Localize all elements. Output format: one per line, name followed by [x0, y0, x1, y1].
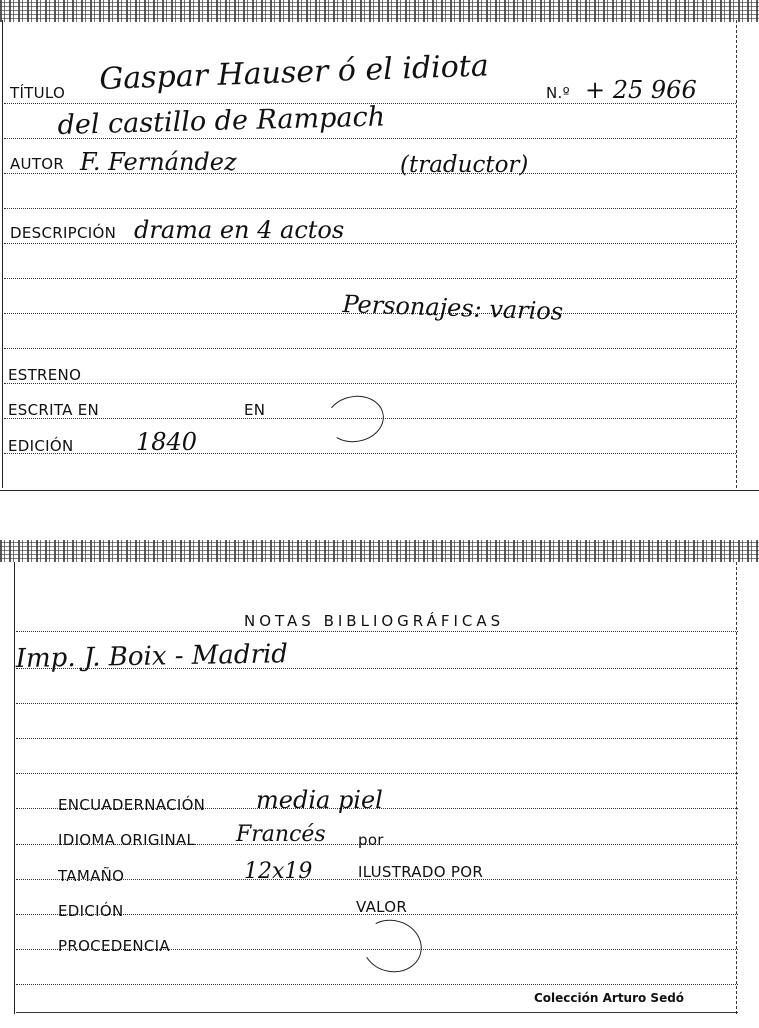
ruled-line — [4, 348, 736, 349]
premiere-label: ESTRENO — [8, 366, 82, 384]
handwritten-edition-year: 1840 — [136, 428, 198, 456]
edition-label: EDICIÓN — [8, 437, 74, 455]
handwritten-catalog-number: + 25 966 — [585, 76, 697, 104]
ruled-line — [4, 383, 736, 384]
ruled-line — [16, 984, 738, 985]
card-left-border — [14, 562, 15, 1014]
description-label: DESCRIPCIÓN — [10, 224, 117, 242]
card-right-border — [736, 562, 737, 1014]
author-label: AUTOR — [10, 155, 65, 173]
ruled-line — [16, 773, 738, 774]
handwritten-title-line1: Gaspar Hauser ó el idiota — [98, 48, 490, 97]
in-label: EN — [244, 401, 266, 419]
value-label: VALOR — [356, 898, 408, 916]
ruled-line — [4, 208, 736, 209]
binding-label: ENCUADERNACIÓN — [58, 796, 206, 814]
by-label: por — [358, 831, 384, 849]
catalog-card-top — [0, 0, 759, 495]
card-left-border — [2, 20, 3, 488]
ruled-line — [16, 631, 738, 632]
illustrated-by-label: ILUSTRADO POR — [358, 863, 484, 881]
ruled-line — [4, 243, 736, 244]
handwritten-description: drama en 4 actos — [134, 216, 345, 244]
handwritten-size: 12x19 — [244, 859, 313, 884]
ruled-line — [16, 738, 738, 739]
handwritten-role: (traductor) — [400, 152, 529, 178]
number-label: N.º — [546, 84, 570, 102]
card-right-border — [736, 20, 737, 488]
card-torn-edge — [0, 0, 759, 22]
ruled-line — [4, 453, 736, 454]
handwritten-printer: Imp. J. Boix - Madrid — [15, 639, 289, 674]
handwritten-title-line2: del castillo de Rampach — [57, 101, 386, 141]
handwritten-characters: Personajes: varios — [342, 290, 564, 326]
ruled-line — [16, 703, 738, 704]
card-torn-edge — [0, 540, 759, 562]
written-in-label: ESCRITA EN — [8, 401, 100, 419]
edition-label: EDICIÓN — [58, 902, 124, 920]
notes-title: NOTAS BIBLIOGRÁFICAS — [244, 612, 505, 630]
stamp-mark — [356, 913, 427, 979]
handwritten-binding: media piel — [256, 786, 383, 814]
handwritten-language: Francés — [236, 822, 326, 847]
title-label: TÍTULO — [10, 84, 66, 102]
original-language-label: IDIOMA ORIGINAL — [58, 831, 196, 849]
ruled-line — [4, 278, 736, 279]
provenance-label: PROCEDENCIA — [58, 937, 170, 955]
card-bottom-line — [16, 1012, 738, 1013]
stamp-mark — [322, 391, 387, 446]
card-bottom-edge — [0, 490, 759, 491]
size-label: TAMAÑO — [58, 867, 125, 885]
handwritten-author: F. Fernández — [80, 148, 237, 176]
catalog-card-bottom — [0, 540, 759, 1028]
collection-footer: Colección Arturo Sedó — [534, 991, 685, 1005]
